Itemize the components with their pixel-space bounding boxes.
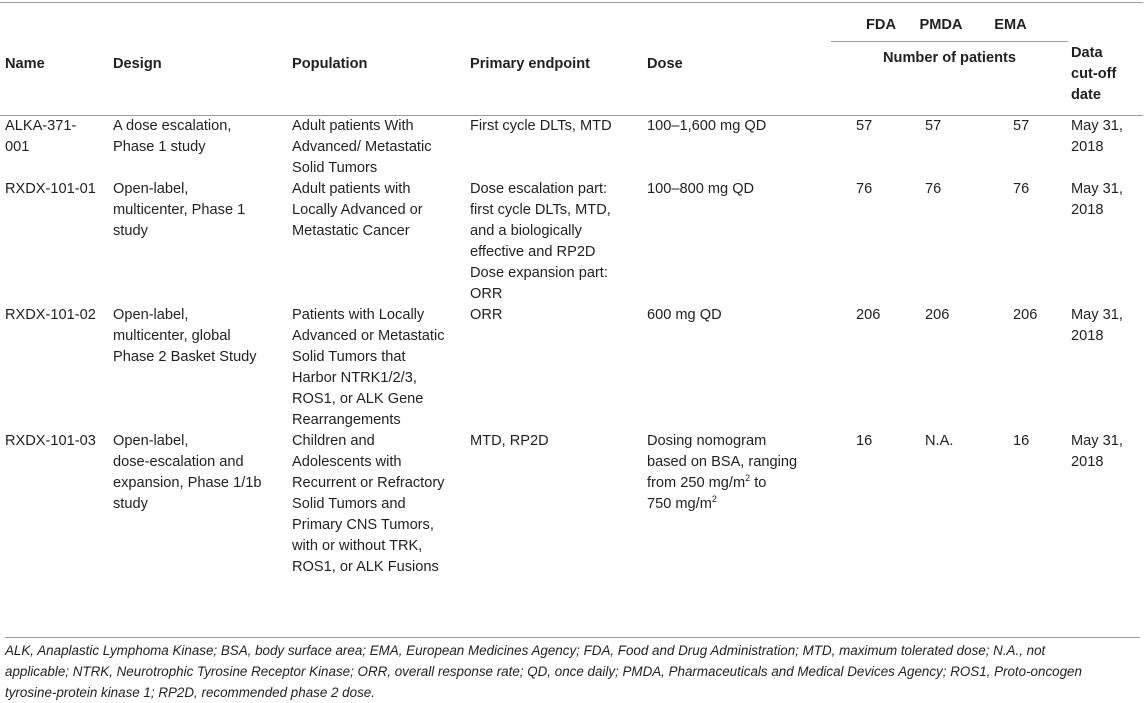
header-ema: EMA — [981, 3, 1068, 42]
cell-design — [113, 431, 292, 578]
cell-line: 001 — [5, 139, 30, 155]
cell-line: Solid Tumors — [292, 160, 378, 176]
cell-line: RXDX-101-02 — [5, 307, 96, 323]
cell-line: Metastatic Cancer — [292, 223, 410, 239]
cell-name — [0, 179, 113, 305]
cell-cutoff — [1068, 116, 1143, 180]
cell-dose — [647, 305, 831, 431]
cell-line: Advanced/ Metastatic — [292, 139, 432, 155]
cell-line: 2018 — [1071, 454, 1104, 470]
cell-line: RXDX-101-03 — [5, 433, 96, 449]
cell-line: May 31, — [1071, 307, 1123, 323]
cell-line: May 31, — [1071, 118, 1123, 134]
cell-population — [292, 179, 470, 305]
cell-line: Dose escalation part: — [470, 181, 608, 197]
table-row — [0, 179, 1143, 305]
clinical-trials-table — [0, 2, 1143, 578]
cell-cutoff — [1068, 179, 1143, 305]
cell-line: 2018 — [1071, 328, 1104, 344]
cell-pmda: 76 — [925, 181, 942, 197]
cell-pmda: 57 — [925, 118, 942, 134]
cell-line: Adult patients With — [292, 118, 414, 134]
cell-line: May 31, — [1071, 433, 1123, 449]
header-dose: Dose — [647, 55, 683, 72]
cell-population — [292, 116, 470, 180]
cell-cutoff — [1068, 305, 1143, 431]
cell-line: Solid Tumors that — [292, 349, 406, 365]
cell-line: Recurrent or Refractory — [292, 475, 445, 491]
cell-line: MTD, RP2D — [470, 433, 549, 449]
header-design: Design — [113, 55, 162, 72]
cell-line: Dosing nomogram — [647, 433, 767, 449]
header-fda: FDA — [831, 3, 901, 42]
cell-line: ROS1, or ALK Fusions — [292, 559, 439, 575]
header-population: Population — [292, 55, 368, 72]
cell-line: based on BSA, ranging — [647, 454, 798, 470]
cell-line: Phase 1 study — [113, 139, 206, 155]
cell-population — [292, 305, 470, 431]
table-header — [0, 3, 1143, 116]
cell-ema: 57 — [1013, 118, 1030, 134]
cell-line: ROS1, or ALK Gene — [292, 391, 424, 407]
header-cutoff-line1: Data — [1071, 45, 1103, 61]
footnote-line: ALK, Anaplastic Lymphoma Kinase; BSA, body surface area; EMA, European Medicines Agency; FDA, Food and Drug Administration; MTD, maximum tolerated dose; N.A., not — [5, 643, 1046, 658]
superscript: 2 — [745, 473, 751, 484]
header-primary-endpoint: Primary endpoint — [470, 55, 591, 72]
cell-line: Locally Advanced or — [292, 202, 423, 218]
cell-line: Adolescents with — [292, 454, 402, 470]
cell-line: Primary CNS Tumors, — [292, 517, 434, 533]
cell-cutoff — [1068, 431, 1143, 578]
cell-line: First cycle DLTs, MTD — [470, 118, 612, 134]
cell-line: Children and — [292, 433, 375, 449]
cell-line: Open-label, — [113, 307, 189, 323]
cell-line: Rearrangements — [292, 412, 401, 428]
cell-line: multicenter, Phase 1 — [113, 202, 246, 218]
header-data-cutoff-date — [1068, 3, 1143, 116]
cell-endpoint — [470, 431, 647, 578]
cell-line: Harbor NTRK1/2/3, — [292, 370, 417, 386]
cell-line — [647, 473, 831, 494]
cell-line: Phase 2 Basket Study — [113, 349, 257, 365]
header-name: Name — [5, 55, 45, 72]
cell-line: study — [113, 223, 148, 239]
cell-pmda: N.A. — [925, 433, 954, 449]
cell-line: ORR — [470, 307, 503, 323]
cell-ema: 16 — [1013, 433, 1030, 449]
cell-line: May 31, — [1071, 181, 1123, 197]
cell-dose — [647, 116, 831, 180]
dose-text: 750 mg/m — [647, 496, 712, 512]
header-number-of-patients: Number of patients — [883, 50, 1016, 66]
table-row — [0, 305, 1143, 431]
cell-line: 100–800 mg QD — [647, 181, 755, 197]
dose-text: to — [750, 475, 767, 491]
cell-design — [113, 305, 292, 431]
cell-line: multicenter, global — [113, 328, 231, 344]
dose-text: from 250 mg/m — [647, 475, 746, 491]
cell-line: Solid Tumors and — [292, 496, 406, 512]
footnote-line: applicable; NTRK, Neurotrophic Tyrosine Receptor Kinase; ORR, overall response rate; QD, once daily; PMDA, Pharmaceuticals and Medical Devices Agency; ROS1, Proto-oncogen — [5, 664, 1082, 679]
cell-endpoint — [470, 305, 647, 431]
cell-line — [647, 494, 831, 515]
cell-line: Advanced or Metastatic — [292, 328, 445, 344]
cell-ema: 206 — [1013, 307, 1038, 323]
cell-design — [113, 116, 292, 180]
cell-fda: 206 — [856, 307, 881, 323]
cell-ema: 76 — [1013, 181, 1030, 197]
cell-dose — [647, 431, 831, 578]
cell-line: expansion, Phase 1/1b — [113, 475, 262, 491]
table-row — [0, 116, 1143, 180]
table-footnote — [5, 637, 1140, 703]
header-cutoff-line3: date — [1071, 87, 1102, 103]
cell-line: 2018 — [1071, 202, 1104, 218]
cell-line: Open-label, — [113, 181, 189, 197]
header-pmda: PMDA — [901, 3, 981, 42]
cell-fda: 16 — [856, 433, 873, 449]
cell-line: 2018 — [1071, 139, 1104, 155]
cell-line: Patients with Locally — [292, 307, 425, 323]
cell-line: Adult patients with — [292, 181, 411, 197]
cell-fda: 76 — [856, 181, 873, 197]
cell-design — [113, 179, 292, 305]
cell-endpoint — [470, 116, 647, 180]
cell-pmda: 206 — [925, 307, 950, 323]
cell-line: with or without TRK, — [292, 538, 423, 554]
cell-name — [0, 116, 113, 180]
cell-line: effective and RP2D — [470, 244, 596, 260]
table-row — [0, 431, 1143, 578]
cell-fda: 57 — [856, 118, 873, 134]
cell-line: ALKA-371- — [5, 118, 77, 134]
cell-line: Dose expansion part: — [470, 265, 608, 281]
cell-line: dose-escalation and — [113, 454, 244, 470]
superscript: 2 — [711, 494, 717, 505]
cell-line: and a biologically — [470, 223, 582, 239]
cell-line: first cycle DLTs, MTD, — [470, 202, 611, 218]
cell-line: A dose escalation, — [113, 118, 232, 134]
cell-line: RXDX-101-01 — [5, 181, 96, 197]
cell-dose — [647, 179, 831, 305]
header-cutoff-line2: cut-off — [1071, 66, 1117, 82]
cell-line: 100–1,600 mg QD — [647, 118, 767, 134]
cell-line: study — [113, 496, 148, 512]
cell-name — [0, 431, 113, 578]
cell-line: 600 mg QD — [647, 307, 722, 323]
cell-line: ORR — [470, 286, 503, 302]
cell-line: Open-label, — [113, 433, 189, 449]
footnote-line: tyrosine-protein kinase 1; RP2D, recommended phase 2 dose. — [5, 685, 375, 700]
cell-endpoint — [470, 179, 647, 305]
cell-name — [0, 305, 113, 431]
cell-population — [292, 431, 470, 578]
table-body — [0, 116, 1143, 579]
